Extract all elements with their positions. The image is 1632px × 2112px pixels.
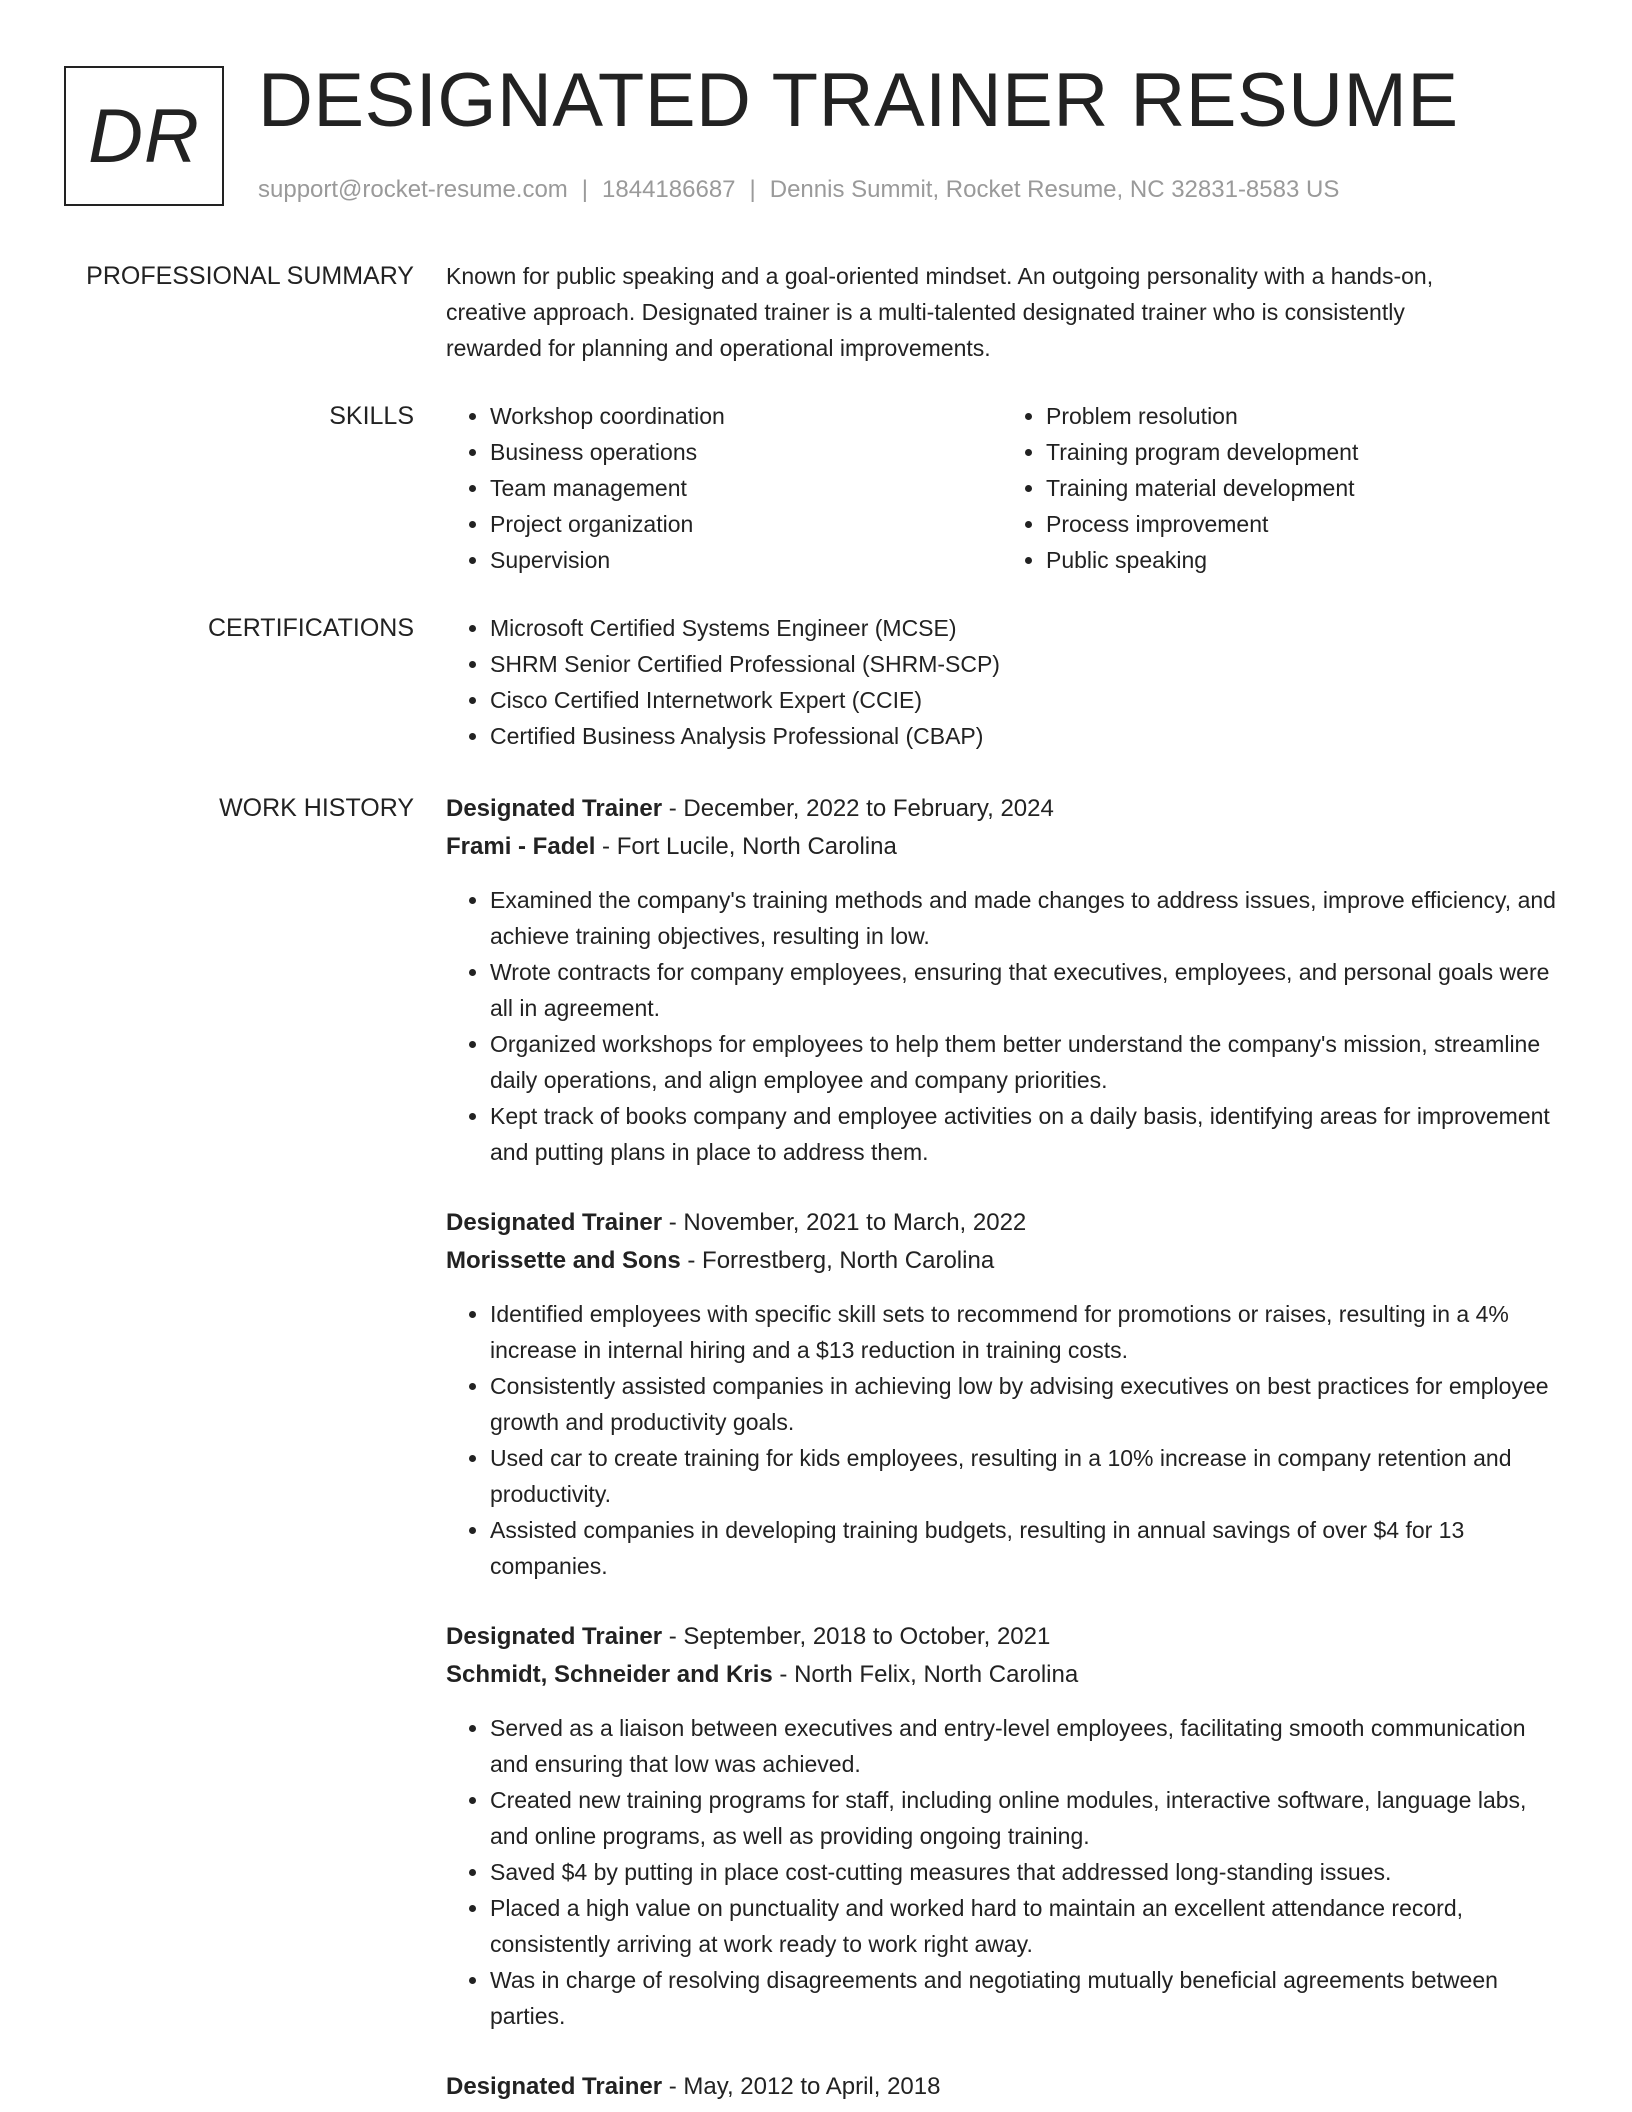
job-company: Schmidt, Schneider and Kris bbox=[446, 1661, 773, 1688]
summary-line: rewarded for planning and operational improvements. bbox=[446, 335, 991, 361]
job-bullet: • Examined the company's training methods and made changes to address issues, improve efficiency, and achieve training objectives, resulting in low. bbox=[490, 882, 1558, 954]
monogram-logo: DR bbox=[64, 66, 224, 206]
job-entry bbox=[446, 1204, 1558, 1584]
job-bullet: • Wrote contracts for company employees, ensuring that executives, employees, and personal goals were all in agreement. bbox=[490, 954, 1558, 1026]
job-location: - North Felix, North Carolina bbox=[772, 1661, 1079, 1688]
certification-item: • Microsoft Certified Systems Engineer (MCSE) bbox=[490, 610, 1558, 646]
job-bullets bbox=[446, 1710, 1558, 2034]
job-bullet: • Consistently assisted companies in achieving low by advising executives on best practices for employee growth and productivity goals. bbox=[490, 1368, 1558, 1440]
work-history-label: WORK HISTORY bbox=[219, 794, 414, 822]
job-title: Designated Trainer bbox=[446, 1209, 663, 1236]
job-entry bbox=[446, 790, 1558, 1170]
job-title-line bbox=[446, 1618, 1558, 1656]
summary-body bbox=[446, 258, 1558, 366]
job-bullet: • Served as a liaison between executives and entry-level employees, facilitating smooth communication and ensuring that low was achieved. bbox=[490, 1710, 1558, 1782]
job-dates: - November, 2021 to March, 2022 bbox=[662, 1209, 1027, 1236]
job-bullet: • Organized workshops for employees to help them better understand the company's mission, streamline daily operations, and align employee and company priorities. bbox=[490, 1026, 1558, 1098]
job-title: Designated Trainer bbox=[446, 2073, 663, 2100]
certification-item: • SHRM Senior Certified Professional (SHRM-SCP) bbox=[490, 646, 1558, 682]
skill-item: • Problem resolution bbox=[1046, 398, 1558, 434]
job-bullet: • Kept track of books company and employee activities on a daily basis, identifying areas for improvement and putting plans in place to address them. bbox=[490, 1098, 1558, 1170]
job-bullets bbox=[446, 882, 1558, 1170]
job-company: Morissette and Sons bbox=[446, 1247, 681, 1274]
summary-line: Known for public speaking and a goal-oriented mindset. An outgoing personality with a hands-on, bbox=[446, 263, 1434, 289]
job-bullet: • Assisted companies in developing training budgets, resulting in annual savings of over $4 for 13 companies. bbox=[490, 1512, 1558, 1584]
job-company-line bbox=[446, 1242, 1558, 1280]
job-dates: - May, 2012 to April, 2018 bbox=[662, 2073, 941, 2100]
skill-item: • Process improvement bbox=[1046, 506, 1558, 542]
skill-item: • Supervision bbox=[490, 542, 1002, 578]
contact-phone[interactable]: 1844186687 bbox=[602, 176, 736, 203]
summary-label: PROFESSIONAL SUMMARY bbox=[86, 262, 414, 290]
job-title: Designated Trainer bbox=[446, 795, 663, 822]
job-location: - Fort Lucile, North Carolina bbox=[595, 833, 897, 860]
certifications-label: CERTIFICATIONS bbox=[207, 614, 414, 642]
job-title-line bbox=[446, 790, 1558, 828]
contact-address: Dennis Summit, Rocket Resume, NC 32831-8583 US bbox=[769, 176, 1340, 203]
summary-line: creative approach. Designated trainer is a multi-talented designated trainer who is consistently bbox=[446, 299, 1405, 325]
skills-list-right bbox=[1002, 398, 1558, 578]
skills-body bbox=[446, 398, 1558, 578]
job-title: Designated Trainer bbox=[446, 1623, 663, 1650]
contact-line bbox=[258, 174, 1339, 206]
skill-item: • Business operations bbox=[490, 434, 1002, 470]
certifications-list bbox=[446, 610, 1558, 754]
job-company-line bbox=[446, 1656, 1558, 1694]
skills-list-left bbox=[446, 398, 1002, 578]
job-company-line bbox=[446, 828, 1558, 866]
job-bullet: • Used car to create training for kids employees, resulting in a 10% increase in company retention and productivity. bbox=[490, 1440, 1558, 1512]
skill-item: • Public speaking bbox=[1046, 542, 1558, 578]
certifications-body bbox=[446, 610, 1558, 754]
work-history-body bbox=[446, 790, 1558, 2112]
contact-separator: | bbox=[581, 176, 589, 203]
job-dates: - December, 2022 to February, 2024 bbox=[662, 795, 1054, 822]
contact-email[interactable]: support@rocket-resume.com bbox=[258, 176, 568, 203]
job-bullet: • Placed a high value on punctuality and worked hard to maintain an excellent attendance record, consistently arriving at work ready to work right away. bbox=[490, 1890, 1558, 1962]
job-entry bbox=[446, 2068, 1558, 2106]
certification-item: • Certified Business Analysis Professional (CBAP) bbox=[490, 718, 1558, 754]
skill-item: • Training program development bbox=[1046, 434, 1558, 470]
job-bullet: • Created new training programs for staff, including online modules, interactive software, language labs, and online programs, as well as providing ongoing training. bbox=[490, 1782, 1558, 1854]
skill-item: • Team management bbox=[490, 470, 1002, 506]
skill-item: • Workshop coordination bbox=[490, 398, 1002, 434]
page-title: DESIGNATED TRAINER RESUME bbox=[258, 58, 1459, 143]
job-dates: - September, 2018 to October, 2021 bbox=[662, 1623, 1051, 1650]
contact-separator: | bbox=[749, 176, 756, 203]
job-bullet: • Saved $4 by putting in place cost-cutting measures that addressed long-standing issues. bbox=[490, 1854, 1558, 1890]
job-bullets bbox=[446, 1296, 1558, 1584]
skill-item: • Training material development bbox=[1046, 470, 1558, 506]
certification-item: • Cisco Certified Internetwork Expert (CCIE) bbox=[490, 682, 1558, 718]
job-bullet: • Identified employees with specific skill sets to recommend for promotions or raises, resulting in a 4% increase in internal hiring and a $13 reduction in training costs. bbox=[490, 1296, 1558, 1368]
job-location: - Forrestberg, North Carolina bbox=[680, 1247, 995, 1274]
job-company: Frami - Fadel bbox=[446, 833, 596, 860]
job-entry bbox=[446, 1618, 1558, 2034]
skills-label: SKILLS bbox=[329, 402, 414, 430]
job-title-line bbox=[446, 1204, 1558, 1242]
job-bullet: • Was in charge of resolving disagreements and negotiating mutually beneficial agreements between parties. bbox=[490, 1962, 1558, 2034]
job-title-line bbox=[446, 2068, 1558, 2106]
skill-item: • Project organization bbox=[490, 506, 1002, 542]
